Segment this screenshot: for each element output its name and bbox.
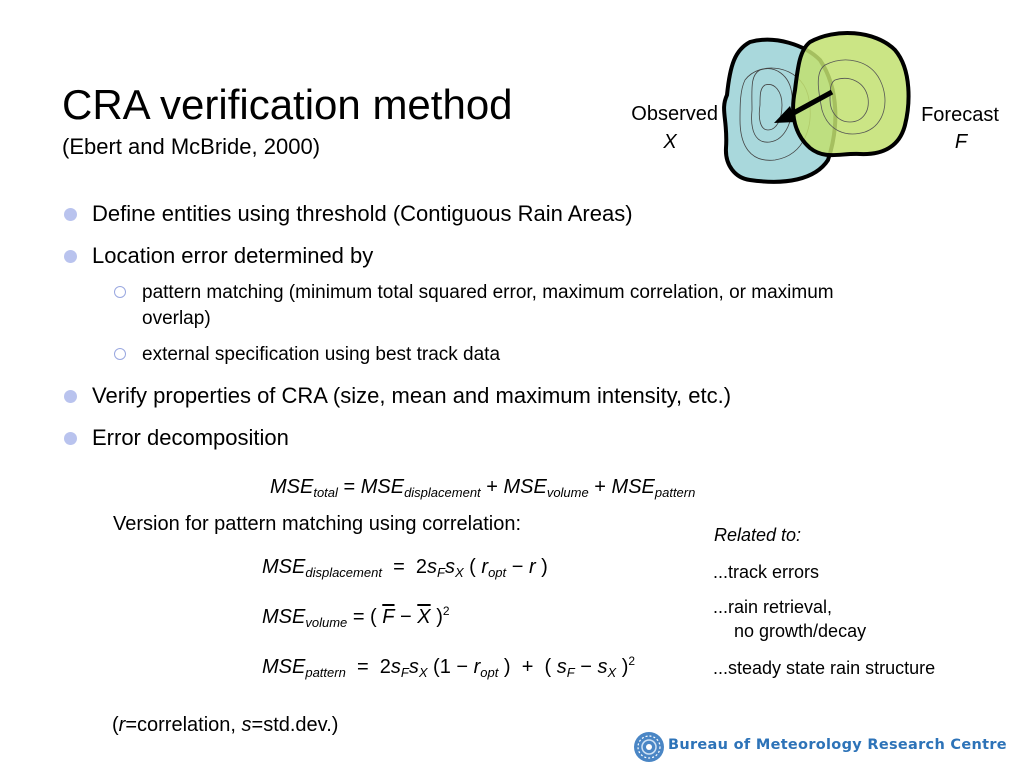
version-text: Version for pattern matching using correlation: bbox=[113, 513, 521, 535]
bullet-item bbox=[62, 242, 962, 270]
bmrc-logo-icon bbox=[632, 730, 666, 764]
equation-pattern: $MSE_{pattern} = 2s_Fs_X$ ($1 - r_{opt}$ ) + ( $s_F - s_X$ )$^2$ bbox=[262, 654, 636, 680]
bullet-text: Error decomposition bbox=[92, 425, 289, 450]
forecast-symbol: F bbox=[954, 131, 968, 153]
bullet-dot-icon bbox=[64, 250, 77, 263]
bullet-list bbox=[62, 200, 962, 466]
slide-title: CRA verification method bbox=[62, 81, 513, 128]
sub-bullet-text: external specification using best track data bbox=[142, 344, 501, 365]
related-item: ...rain retrieval, no growth/decay bbox=[713, 597, 867, 641]
equation-total: $MSE_{total} = MSE_{displacement} + MSE_{volume} + MSE_{pattern}$ bbox=[270, 476, 696, 500]
related-title: Related to: bbox=[714, 525, 802, 545]
bullet-text: Location error determined by bbox=[92, 243, 374, 268]
bullet-ring-icon bbox=[114, 286, 126, 298]
sub-bullet-item bbox=[62, 342, 862, 368]
bullet-dot-icon bbox=[64, 390, 77, 403]
related-item: ...steady state rain structure bbox=[713, 658, 936, 678]
bullet-item bbox=[62, 200, 962, 228]
sub-bullet-item bbox=[62, 280, 862, 332]
bmrc-logo bbox=[632, 730, 1007, 764]
equation-volume: $MSE_{volume}$ = ( $\overline{F} - \overline{X}$ )$^2$ bbox=[262, 604, 450, 630]
bmrc-logo-text: Bureau of Meteorology Research Centre bbox=[668, 737, 1007, 753]
observed-label: Observed bbox=[631, 103, 718, 125]
bullet-item bbox=[62, 424, 962, 452]
bullet-ring-icon bbox=[114, 348, 126, 360]
bullet-text: Define entities using threshold (Contiguous Rain Areas) bbox=[92, 201, 633, 226]
related-item: ...track errors bbox=[713, 562, 820, 582]
forecast-label: Forecast bbox=[921, 104, 999, 126]
forecast-area bbox=[793, 33, 908, 155]
equation-displacement: $MSE_{displacement} = 2s_Fs_X$ ( $r_{opt} - r$ ) bbox=[262, 556, 548, 580]
observed-symbol: X bbox=[663, 131, 677, 153]
bullet-dot-icon bbox=[64, 432, 77, 445]
footnote: (r=correlation, s=std.dev.) bbox=[112, 714, 339, 736]
bullet-dot-icon bbox=[64, 208, 77, 221]
bullet-item bbox=[62, 382, 962, 410]
sub-bullet-text: pattern matching (minimum total squared error, maximum correlation, or maximum overlap) bbox=[142, 282, 834, 329]
cra-diagram bbox=[600, 20, 1020, 195]
slide-citation: (Ebert and McBride, 2000) bbox=[62, 134, 321, 159]
bullet-text: Verify properties of CRA (size, mean and maximum intensity, etc.) bbox=[92, 383, 732, 408]
